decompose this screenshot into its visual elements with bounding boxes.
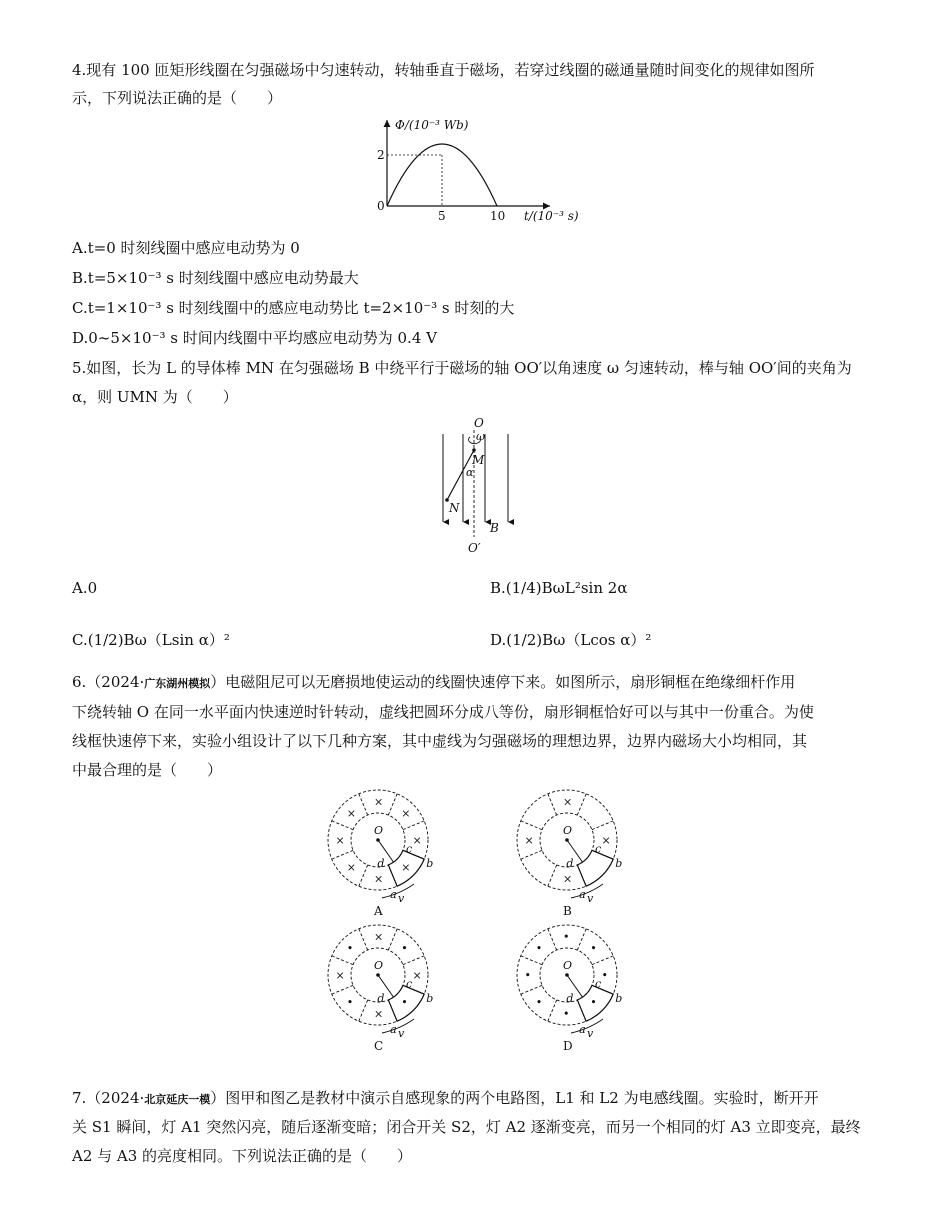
label-v: v bbox=[587, 1027, 594, 1040]
label-v: v bbox=[587, 892, 594, 905]
q7-stem-line-1 bbox=[72, 1088, 819, 1110]
q4-option-d: D.0~5×10⁻³ s 时间内线圈中平均感应电动势为 0.4 V bbox=[72, 329, 437, 347]
field-in-symbol: × bbox=[412, 834, 422, 847]
axis-point bbox=[565, 838, 569, 842]
label-b: b bbox=[426, 857, 434, 871]
sector-divider bbox=[403, 821, 424, 830]
field-in-symbol: × bbox=[346, 806, 356, 820]
sector-divider bbox=[521, 956, 542, 965]
q4-stem-line-2: 示，下列说法正确的是（ ） bbox=[72, 89, 283, 107]
sector-divider bbox=[388, 929, 397, 950]
q5-label-omega: ω bbox=[476, 430, 485, 443]
q6-stem-rest: ）电磁阻尼可以无磨损地使运动的线圈快速停下来。如图所示，扇形铜框在绝缘细杆作用 bbox=[210, 673, 796, 691]
sector-divider bbox=[548, 794, 557, 815]
sector-frame bbox=[577, 850, 613, 886]
q4-y-label: Φ/(10⁻³ Wb) bbox=[395, 118, 469, 132]
q6-figure-d bbox=[512, 920, 627, 1055]
q4-option-c: C.t=1×10⁻³ s 时刻线圈中的感应电动势比 t=2×10⁻³ s 时刻的大 bbox=[72, 299, 515, 317]
q4-x-label: t/(10⁻³ s) bbox=[524, 209, 579, 223]
label-d: d bbox=[566, 856, 574, 870]
field-in-symbol: × bbox=[601, 834, 611, 847]
label-a: a bbox=[390, 888, 397, 902]
field-in-symbol: × bbox=[524, 834, 534, 847]
sector-divider bbox=[521, 850, 542, 859]
sector-divider bbox=[332, 985, 353, 994]
label-b: b bbox=[426, 992, 434, 1006]
label-c: c bbox=[405, 977, 413, 991]
label-d: d bbox=[377, 991, 385, 1005]
sector-divider bbox=[548, 929, 557, 950]
field-out-symbol: • bbox=[401, 941, 408, 955]
axis-point bbox=[565, 973, 569, 977]
q4-x-tick-10: 10 bbox=[490, 209, 506, 223]
q6-figure-b bbox=[512, 785, 627, 920]
q6-figure-c bbox=[323, 920, 438, 1055]
q4-flux-graph bbox=[360, 112, 590, 227]
field-in-symbol: × bbox=[374, 930, 384, 944]
q6-stem-line-2: 下绕转轴 O 在同一水平面内快速逆时针转动，虚线把圆环分成八等份，扇形铜框恰好可以与其中一份重合。为使 bbox=[72, 703, 814, 721]
sector-divider bbox=[332, 850, 353, 859]
q5-stem-line-2: α，则 UMN 为（ ） bbox=[72, 388, 238, 406]
axis-point bbox=[376, 973, 380, 977]
sector-divider bbox=[332, 821, 353, 830]
q4-stem-line-1: 4.现有 100 匝矩形线圈在匀强磁场中匀速转动，转轴垂直于磁场，若穿过线圈的磁通量随时间变化的规律如图所 bbox=[72, 61, 815, 79]
q4-y-tick-2: 2 bbox=[377, 148, 385, 162]
q4-option-a: A.t=0 时刻线圈中感应电动势为 0 bbox=[72, 239, 300, 257]
label-a: a bbox=[579, 1023, 586, 1037]
sector-divider bbox=[521, 821, 542, 830]
sector-divider bbox=[359, 929, 368, 950]
label-a: a bbox=[579, 888, 586, 902]
field-out-symbol: • bbox=[590, 996, 597, 1010]
q6-stem-line-1 bbox=[72, 672, 795, 694]
q6-figure-a bbox=[323, 785, 438, 920]
field-out-symbol: • bbox=[601, 969, 608, 982]
q5-option-b: B.(1/4)BωL²sin 2α bbox=[490, 579, 628, 597]
label-d: d bbox=[377, 856, 385, 870]
field-out-symbol: • bbox=[590, 941, 597, 955]
q5-label-O-prime: O′ bbox=[468, 541, 481, 555]
field-out-symbol: • bbox=[346, 941, 354, 955]
sector-divider bbox=[548, 1000, 557, 1021]
field-in-symbol: × bbox=[335, 834, 345, 847]
field-in-symbol: × bbox=[401, 806, 411, 820]
sector-divider bbox=[592, 821, 613, 830]
sector-divider bbox=[577, 794, 586, 815]
field-in-symbol: × bbox=[346, 861, 356, 875]
field-in-symbol: × bbox=[374, 795, 384, 809]
field-out-symbol: • bbox=[401, 996, 408, 1010]
label-a: a bbox=[390, 1023, 397, 1037]
q6-source-tag: 广东湖州模拟 bbox=[144, 677, 211, 690]
q7-source-tag: 北京延庆一模 bbox=[144, 1093, 211, 1106]
sector-divider bbox=[359, 794, 368, 815]
q5-label-N: N bbox=[449, 501, 460, 515]
sector-divider bbox=[332, 956, 353, 965]
q6-stem-line-3: 线框快速停下来，实验小组设计了以下几种方案，其中虚线为匀强磁场的理想边界，边界内磁场大小均相同，其 bbox=[72, 732, 808, 750]
field-out-symbol: • bbox=[535, 996, 543, 1010]
field-in-symbol: × bbox=[374, 1007, 384, 1021]
q4-x-tick-5: 5 bbox=[438, 209, 446, 223]
field-out-symbol: • bbox=[563, 930, 570, 944]
field-in-symbol: × bbox=[335, 969, 345, 982]
q6-figure-label-a: A bbox=[374, 904, 383, 918]
q6-figure-label-c: C bbox=[374, 1039, 384, 1053]
sector-divider bbox=[388, 794, 397, 815]
q7-stem-rest: ）图甲和图乙是教材中演示自感现象的两个电路图，L1 和 L2 为电感线圈。实验时，断开开 bbox=[210, 1089, 819, 1107]
field-in-symbol: × bbox=[563, 795, 573, 809]
label-d: d bbox=[566, 991, 574, 1005]
q6-prefix: 6.（2024· bbox=[72, 673, 145, 691]
q6-stem-line-4: 中最合理的是（ ） bbox=[72, 761, 223, 779]
label-c: c bbox=[594, 842, 602, 856]
sector-divider bbox=[577, 929, 586, 950]
field-in-symbol: × bbox=[563, 872, 573, 886]
sector-divider bbox=[592, 956, 613, 965]
q5-rod-figure bbox=[430, 412, 530, 562]
q4-origin-label: 0 bbox=[377, 199, 385, 213]
q5-label-B: B bbox=[490, 521, 499, 535]
q5-option-a: A.0 bbox=[72, 579, 98, 597]
field-out-symbol: • bbox=[563, 1007, 570, 1021]
q7-prefix: 7.（2024· bbox=[72, 1089, 145, 1107]
label-v: v bbox=[398, 892, 405, 905]
q7-stem-line-3: A2 与 A3 的亮度相同。下列说法正确的是（ ） bbox=[72, 1147, 413, 1165]
field-out-symbol: • bbox=[524, 969, 531, 982]
label-O: O bbox=[374, 959, 384, 972]
q6-figure-label-d: D bbox=[563, 1039, 573, 1053]
q5-option-c: C.(1/2)Bω（Lsin α）² bbox=[72, 631, 230, 649]
field-out-symbol: • bbox=[535, 941, 543, 955]
sector-divider bbox=[359, 865, 368, 886]
label-v: v bbox=[398, 1027, 405, 1040]
label-O: O bbox=[563, 959, 573, 972]
field-in-symbol: × bbox=[401, 861, 411, 875]
q5-label-alpha: α bbox=[466, 466, 474, 479]
field-in-symbol: × bbox=[412, 969, 422, 982]
q5-label-M: M bbox=[472, 453, 485, 467]
q5-stem-line-1: 5.如图，长为 L 的导体棒 MN 在匀强磁场 B 中绕平行于磁场的轴 OO′以角速度 ω 匀速转动，棒与轴 OO′间的夹角为 bbox=[72, 359, 852, 377]
q5-label-O: O bbox=[474, 416, 484, 430]
field-out-symbol: • bbox=[346, 996, 354, 1010]
q5-point-M bbox=[472, 448, 476, 452]
sector-divider bbox=[359, 1000, 368, 1021]
label-b: b bbox=[615, 857, 623, 871]
q5-option-d: D.(1/2)Bω（Lcos α）² bbox=[490, 631, 652, 649]
label-c: c bbox=[594, 977, 602, 991]
sector-divider bbox=[403, 956, 424, 965]
q4-option-b: B.t=5×10⁻³ s 时刻线圈中感应电动势最大 bbox=[72, 269, 359, 287]
label-O: O bbox=[563, 824, 573, 837]
axis-point bbox=[376, 838, 380, 842]
q7-stem-line-2: 关 S1 瞬间，灯 A1 突然闪亮，随后逐渐变暗；闭合开关 S2，灯 A2 逐渐变亮，而另一个相同的灯 A3 立即变亮，最终 bbox=[72, 1118, 861, 1136]
label-O: O bbox=[374, 824, 384, 837]
q6-figure-label-b: B bbox=[563, 904, 572, 918]
sector-divider bbox=[521, 985, 542, 994]
label-c: c bbox=[405, 842, 413, 856]
label-b: b bbox=[615, 992, 623, 1006]
sector-divider bbox=[548, 865, 557, 886]
field-in-symbol: × bbox=[374, 872, 384, 886]
